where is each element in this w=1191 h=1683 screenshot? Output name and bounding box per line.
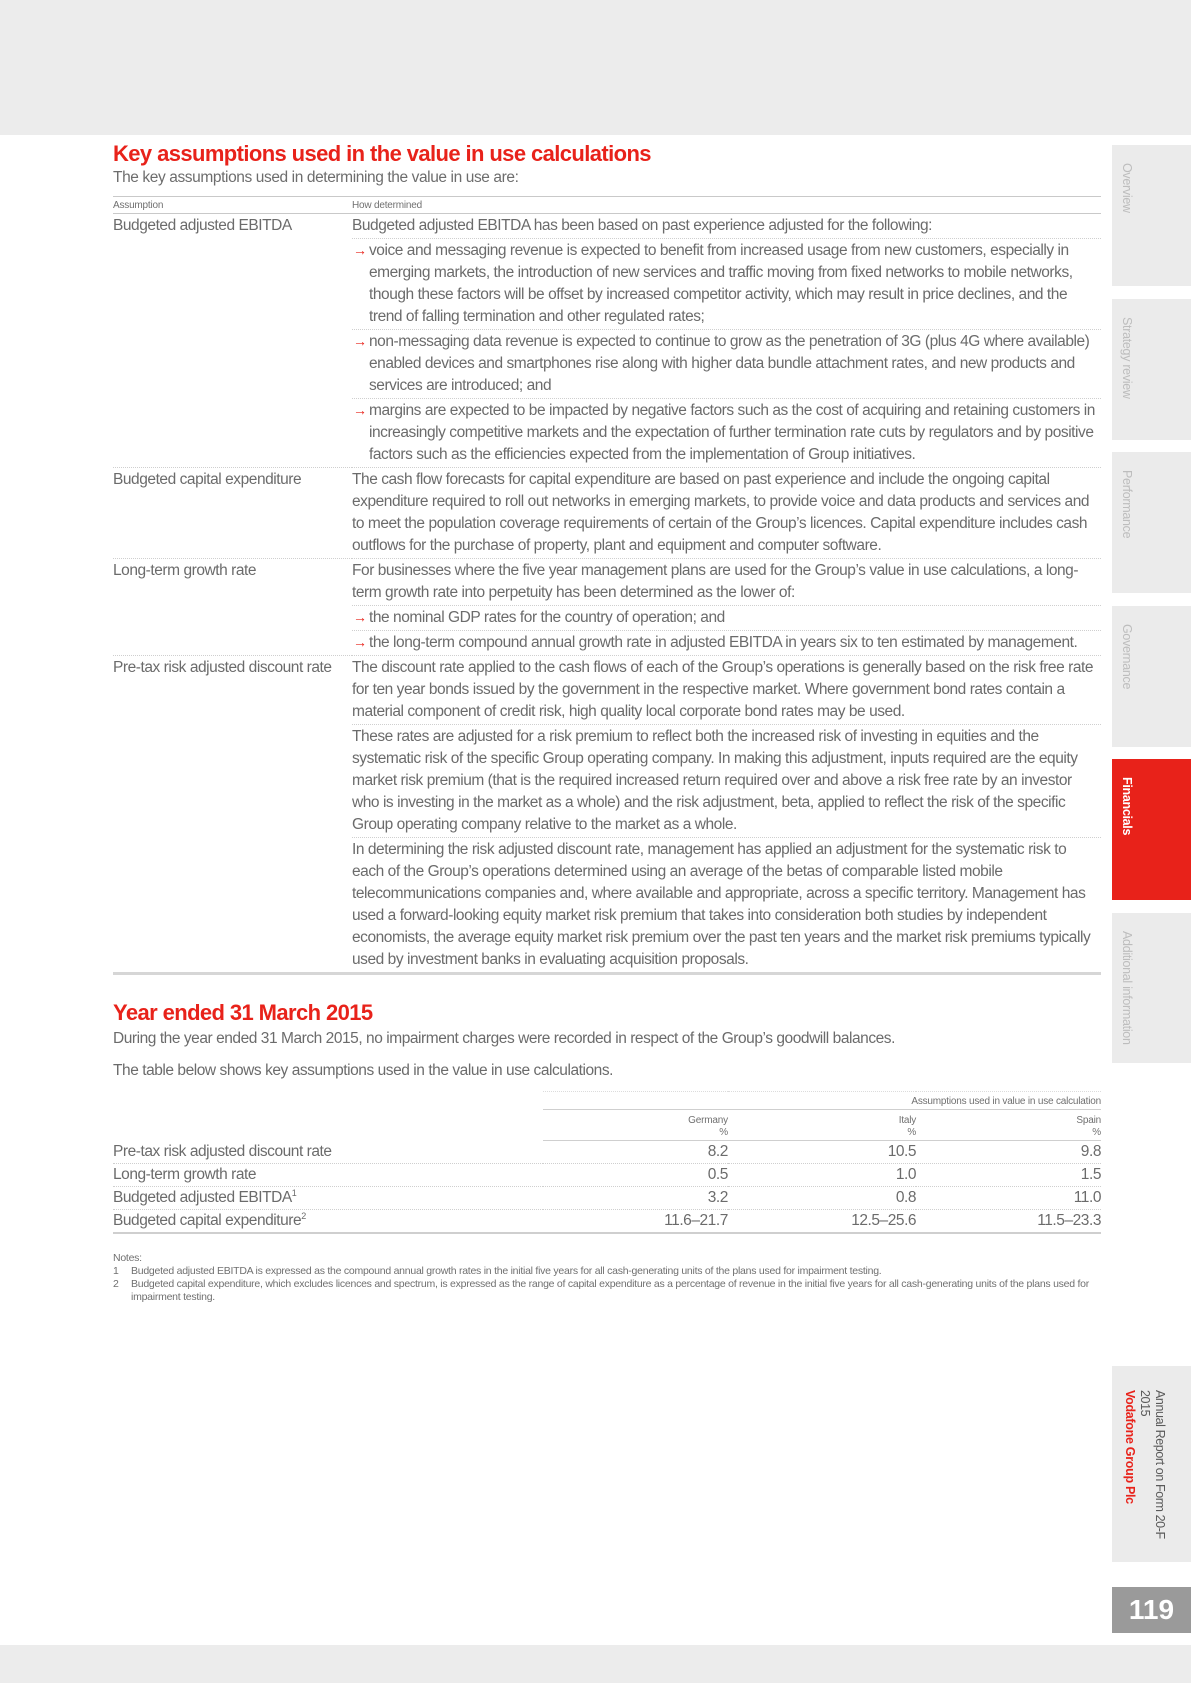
footnote-ref: 1 bbox=[291, 1187, 297, 1198]
cell-value: 11.5–23.3 bbox=[916, 1210, 1101, 1234]
header-assumption: Assumption bbox=[113, 197, 352, 214]
notes bbox=[113, 1252, 1101, 1304]
intro-text: The key assumptions used in determining the value in use are: bbox=[113, 169, 519, 186]
paragraph-text: non-messaging data revenue is expected to continue to grow as the penetration of 3G (plus 4G where available) enabled devices and smartphones rise along with higher data bundle attachment rates, and new products and services are introduced; and bbox=[369, 333, 1090, 394]
row-label bbox=[113, 1187, 543, 1210]
paragraph bbox=[352, 214, 1101, 239]
row-label bbox=[113, 1164, 543, 1187]
company-name: Vodafone Group Plc bbox=[1123, 1390, 1137, 1504]
paragraph-text: In determining the risk adjusted discount rate, management has applied an adjustment for the systematic risk to each of the Group’s operations determined using an average of the betas of comparable listed mobile telecommunications companies and, where available and appropriate, across a specific territory. Management has used a forward-looking equity market risk premium that takes into consideration both studies by independent economists, the average equity market risk premium over the past ten years and the market risk premiums typically used by investment banks in evaluating acquisition proposals. bbox=[352, 841, 1091, 968]
column-unit: % bbox=[1092, 1127, 1101, 1138]
cell-value: 1.0 bbox=[728, 1164, 916, 1187]
row-label-text: Budgeted capital expenditure bbox=[113, 1212, 302, 1229]
cell-value: 11.6–21.7 bbox=[543, 1210, 728, 1234]
bullet-item bbox=[352, 399, 1101, 467]
note-text: Budgeted capital expenditure, which excludes licences and spectrum, is expressed as the range of capital expenditure as a percentage of revenue in the initial five years for all cash-generating units of the plans used for impairment testing. bbox=[131, 1278, 1090, 1303]
assumption-label: Budgeted capital expenditure bbox=[113, 471, 302, 488]
table-row bbox=[113, 1187, 1101, 1210]
sidebar-tab-strategy-review[interactable] bbox=[1112, 299, 1191, 440]
how-determined-cell bbox=[352, 559, 1101, 656]
column-header-germany bbox=[543, 1110, 728, 1141]
impairment-statement: During the year ended 31 March 2015, no impairment charges were recorded in respect of the Group’s goodwill balances. bbox=[113, 1030, 895, 1047]
sidebar-tab-label: Financials bbox=[1120, 777, 1134, 836]
cell-value: 8.2 bbox=[543, 1141, 728, 1164]
arrow-right-icon: → bbox=[353, 634, 367, 650]
paragraph-text: These rates are adjusted for a risk premium to reflect both the increased risk of investing in equities and the systematic risk of the specific Group operating company. In making this adjustment, inputs required are the equity market risk premium (that is the required increased return required over and above a risk free rate by an investor who is investing in the market as a whole) and the risk adjustment, beta, applied to reflect the risk of the specific Group operating company relative to the market as a whole. bbox=[352, 728, 1078, 833]
arrow-right-icon: → bbox=[353, 333, 367, 349]
cell-value: 12.5–25.6 bbox=[728, 1210, 916, 1234]
cell-value: 10.5 bbox=[728, 1141, 916, 1164]
paragraph-text: The cash flow forecasts for capital expenditure are based on past experience and include the ongoing capital expenditure required to roll out networks in emerging markets, to provide voice and data products and services and to meet the population coverage requirements of certain of the Group’s licences. Capital expenditure includes cash outflows for the purchase of property, plant and equipment and computer software. bbox=[352, 471, 1090, 554]
column-unit: % bbox=[719, 1127, 728, 1138]
page-bottom-band bbox=[0, 1645, 1191, 1683]
how-determined-cell bbox=[352, 214, 1101, 468]
arrow-right-icon: → bbox=[353, 609, 367, 625]
paragraph bbox=[352, 725, 1101, 838]
row-label-text: Pre-tax risk adjusted discount rate bbox=[113, 1142, 332, 1160]
bullet-item bbox=[352, 606, 1101, 631]
assumption-row bbox=[113, 214, 1101, 468]
key-assumptions-table bbox=[113, 196, 1101, 975]
section-title-year-ended: Year ended 31 March 2015 bbox=[113, 1000, 373, 1025]
column-header-spain bbox=[916, 1110, 1101, 1141]
cell-value: 11.0 bbox=[916, 1187, 1101, 1210]
note-text: Budgeted adjusted EBITDA is expressed as the compound annual growth rates in the initial five years for all cash-generating units of the plans used for impairment testing. bbox=[131, 1265, 882, 1277]
column-unit: % bbox=[907, 1127, 917, 1138]
sidebar-tab-additional-information[interactable] bbox=[1112, 913, 1191, 1063]
paragraph-text: voice and messaging revenue is expected to benefit from increased usage from new customers, especially in emerging markets, the introduction of new services and traffic moving from fixed networks to mobile networks, though these factors will be offset by increased competitor activity, which may result in price declines, and the trend of falling termination and other regulated rates; bbox=[369, 242, 1073, 325]
arrow-right-icon: → bbox=[353, 242, 367, 258]
sidebar-tab-label: Overview bbox=[1120, 163, 1134, 213]
sidebar-tab-label: Additional information bbox=[1120, 931, 1134, 1045]
group-header: Assumptions used in value in use calculation bbox=[543, 1092, 1101, 1110]
cell-value: 3.2 bbox=[543, 1187, 728, 1210]
assumption-row bbox=[113, 656, 1101, 974]
sidebar-tab-label: Governance bbox=[1120, 624, 1134, 690]
paragraph-text: the nominal GDP rates for the country of operation; and bbox=[369, 609, 725, 626]
section-title-key-assumptions: Key assumptions used in the value in use calculations bbox=[113, 141, 651, 166]
notes-heading: Notes: bbox=[113, 1252, 142, 1264]
column-name: Italy bbox=[898, 1115, 917, 1126]
paragraph bbox=[352, 559, 1101, 606]
table-row bbox=[113, 1210, 1101, 1234]
assumption-label: Long-term growth rate bbox=[113, 562, 257, 579]
sidebar-tab-financials[interactable] bbox=[1112, 759, 1191, 900]
page-content bbox=[113, 140, 1101, 1304]
sidebar-tab-label: Strategy review bbox=[1120, 317, 1134, 399]
bullet-item bbox=[352, 631, 1101, 655]
cell-value: 9.8 bbox=[916, 1141, 1101, 1164]
assumption-label: Budgeted adjusted EBITDA bbox=[113, 217, 292, 234]
column-name: Spain bbox=[1076, 1115, 1101, 1126]
how-determined-cell bbox=[352, 656, 1101, 974]
note-number: 2 bbox=[113, 1278, 119, 1290]
paragraph-text: Budgeted adjusted EBITDA has been based on past experience adjusted for the following: bbox=[352, 217, 932, 234]
page-top-band bbox=[0, 0, 1191, 135]
assumption-row bbox=[113, 468, 1101, 559]
assumptions-by-country-table bbox=[113, 1091, 1101, 1234]
row-label bbox=[113, 1141, 543, 1164]
note-item bbox=[113, 1265, 1101, 1278]
column-name: Germany bbox=[688, 1115, 728, 1126]
paragraph-text: margins are expected to be impacted by negative factors such as the cost of acquiring and retaining customers in increasingly competitive markets and the expectation of further termination rate cuts by regulators and by positive factors such as the efficiencies expected from the implementation of Group initiatives. bbox=[369, 402, 1095, 463]
header-how-determined: How determined bbox=[352, 197, 1101, 214]
table-row bbox=[113, 1164, 1101, 1187]
brand-block bbox=[1112, 1366, 1191, 1562]
row-label-text: Long-term growth rate bbox=[113, 1166, 257, 1183]
sidebar-tab-label: Performance bbox=[1120, 470, 1134, 539]
assumption-label: Pre-tax risk adjusted discount rate bbox=[113, 659, 332, 676]
note-item bbox=[113, 1278, 1101, 1304]
page-number: 119 bbox=[1112, 1587, 1191, 1633]
cell-value: 0.5 bbox=[543, 1164, 728, 1187]
paragraph-text: the long-term compound annual growth rate in adjusted EBITDA in years six to ten estimated by management. bbox=[369, 634, 1078, 651]
row-label-text: Budgeted adjusted EBITDA bbox=[113, 1189, 292, 1206]
paragraph bbox=[352, 838, 1101, 972]
report-title: Annual Report on Form 20-F 2015 bbox=[1138, 1390, 1167, 1539]
sidebar-tab-overview[interactable] bbox=[1112, 145, 1191, 286]
table-intro-text: The table below shows key assumptions used in the value in use calculations. bbox=[113, 1062, 613, 1079]
paragraph-text: The discount rate applied to the cash flows of each of the Group’s operations is generally based on the risk free rate for ten year bonds issued by the government in the respective market. Where government bond rates contain a material component of credit risk, high quality local corporate bond rates may be used. bbox=[352, 659, 1094, 720]
assumption-row bbox=[113, 559, 1101, 656]
table-row bbox=[113, 1141, 1101, 1164]
cell-value: 1.5 bbox=[916, 1164, 1101, 1187]
paragraph bbox=[352, 656, 1101, 725]
sidebar-tab-governance[interactable] bbox=[1112, 606, 1191, 747]
column-header-italy bbox=[728, 1110, 916, 1141]
arrow-right-icon: → bbox=[353, 402, 367, 418]
paragraph bbox=[352, 468, 1101, 558]
how-determined-cell bbox=[352, 468, 1101, 559]
bullet-item bbox=[352, 330, 1101, 399]
bullet-item bbox=[352, 239, 1101, 330]
paragraph-text: For businesses where the five year management plans are used for the Group’s value in use calculations, a long-term growth rate into perpetuity has been determined as the lower of: bbox=[352, 562, 1079, 601]
row-label bbox=[113, 1210, 543, 1234]
sidebar-tab-performance[interactable] bbox=[1112, 452, 1191, 593]
cell-value: 0.8 bbox=[728, 1187, 916, 1210]
footnote-ref: 2 bbox=[301, 1210, 306, 1221]
note-number: 1 bbox=[113, 1265, 119, 1277]
